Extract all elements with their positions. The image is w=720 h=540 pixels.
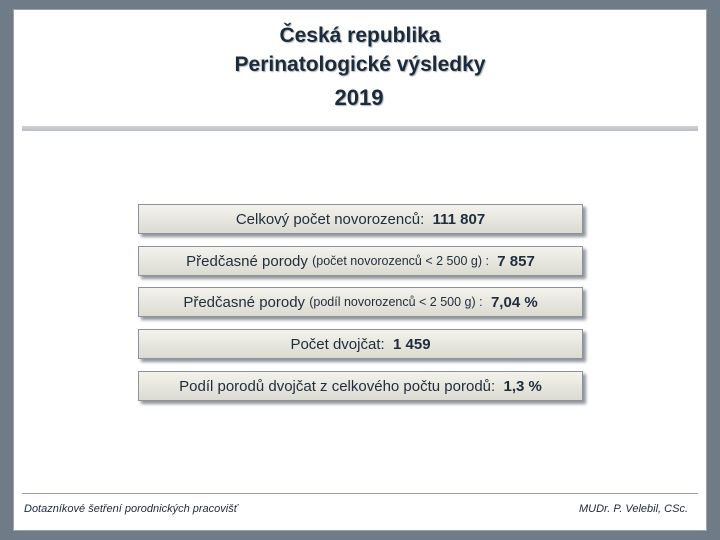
stat-label: Předčasné porody — [186, 252, 308, 270]
stat-label: Celkový počet novorozenců: — [235, 210, 425, 228]
footer-author: MUDr. P. Velebil, CSc. — [578, 503, 688, 515]
stat-value: 7 857 — [497, 252, 535, 270]
stat-twins-count — [138, 329, 583, 359]
stat-value: 111 807 — [432, 210, 486, 228]
stat-note: (počet novorozenců < 2 500 g) : — [312, 254, 489, 268]
stat-label: Předčasné porody — [183, 293, 306, 311]
title-year: 2019 — [334, 85, 384, 110]
stat-value: 1,3 % — [503, 377, 542, 395]
title-subject: Perinatologické výsledky — [234, 53, 486, 76]
stat-value: 7,04 % — [490, 293, 538, 311]
stat-total-newborns — [138, 204, 583, 234]
title-divider — [22, 126, 698, 131]
stat-preterm-share — [138, 287, 583, 317]
stat-preterm-count — [138, 246, 583, 276]
title-country: Česká republika — [279, 24, 441, 47]
title-area — [14, 10, 706, 126]
stat-value: 1 459 — [393, 335, 431, 353]
stat-note: (podíl novorozenců < 2 500 g) : — [309, 295, 483, 309]
stat-label: Počet dvojčat: — [290, 335, 385, 353]
footer-source: Dotazníkové šetření porodnických pracovišť — [24, 503, 238, 515]
stat-twins-share — [138, 371, 583, 401]
stat-label: Podíl porodů dvojčat z celkového počtu porodů: — [179, 377, 496, 395]
footer-divider — [22, 493, 698, 494]
slide — [14, 10, 706, 530]
